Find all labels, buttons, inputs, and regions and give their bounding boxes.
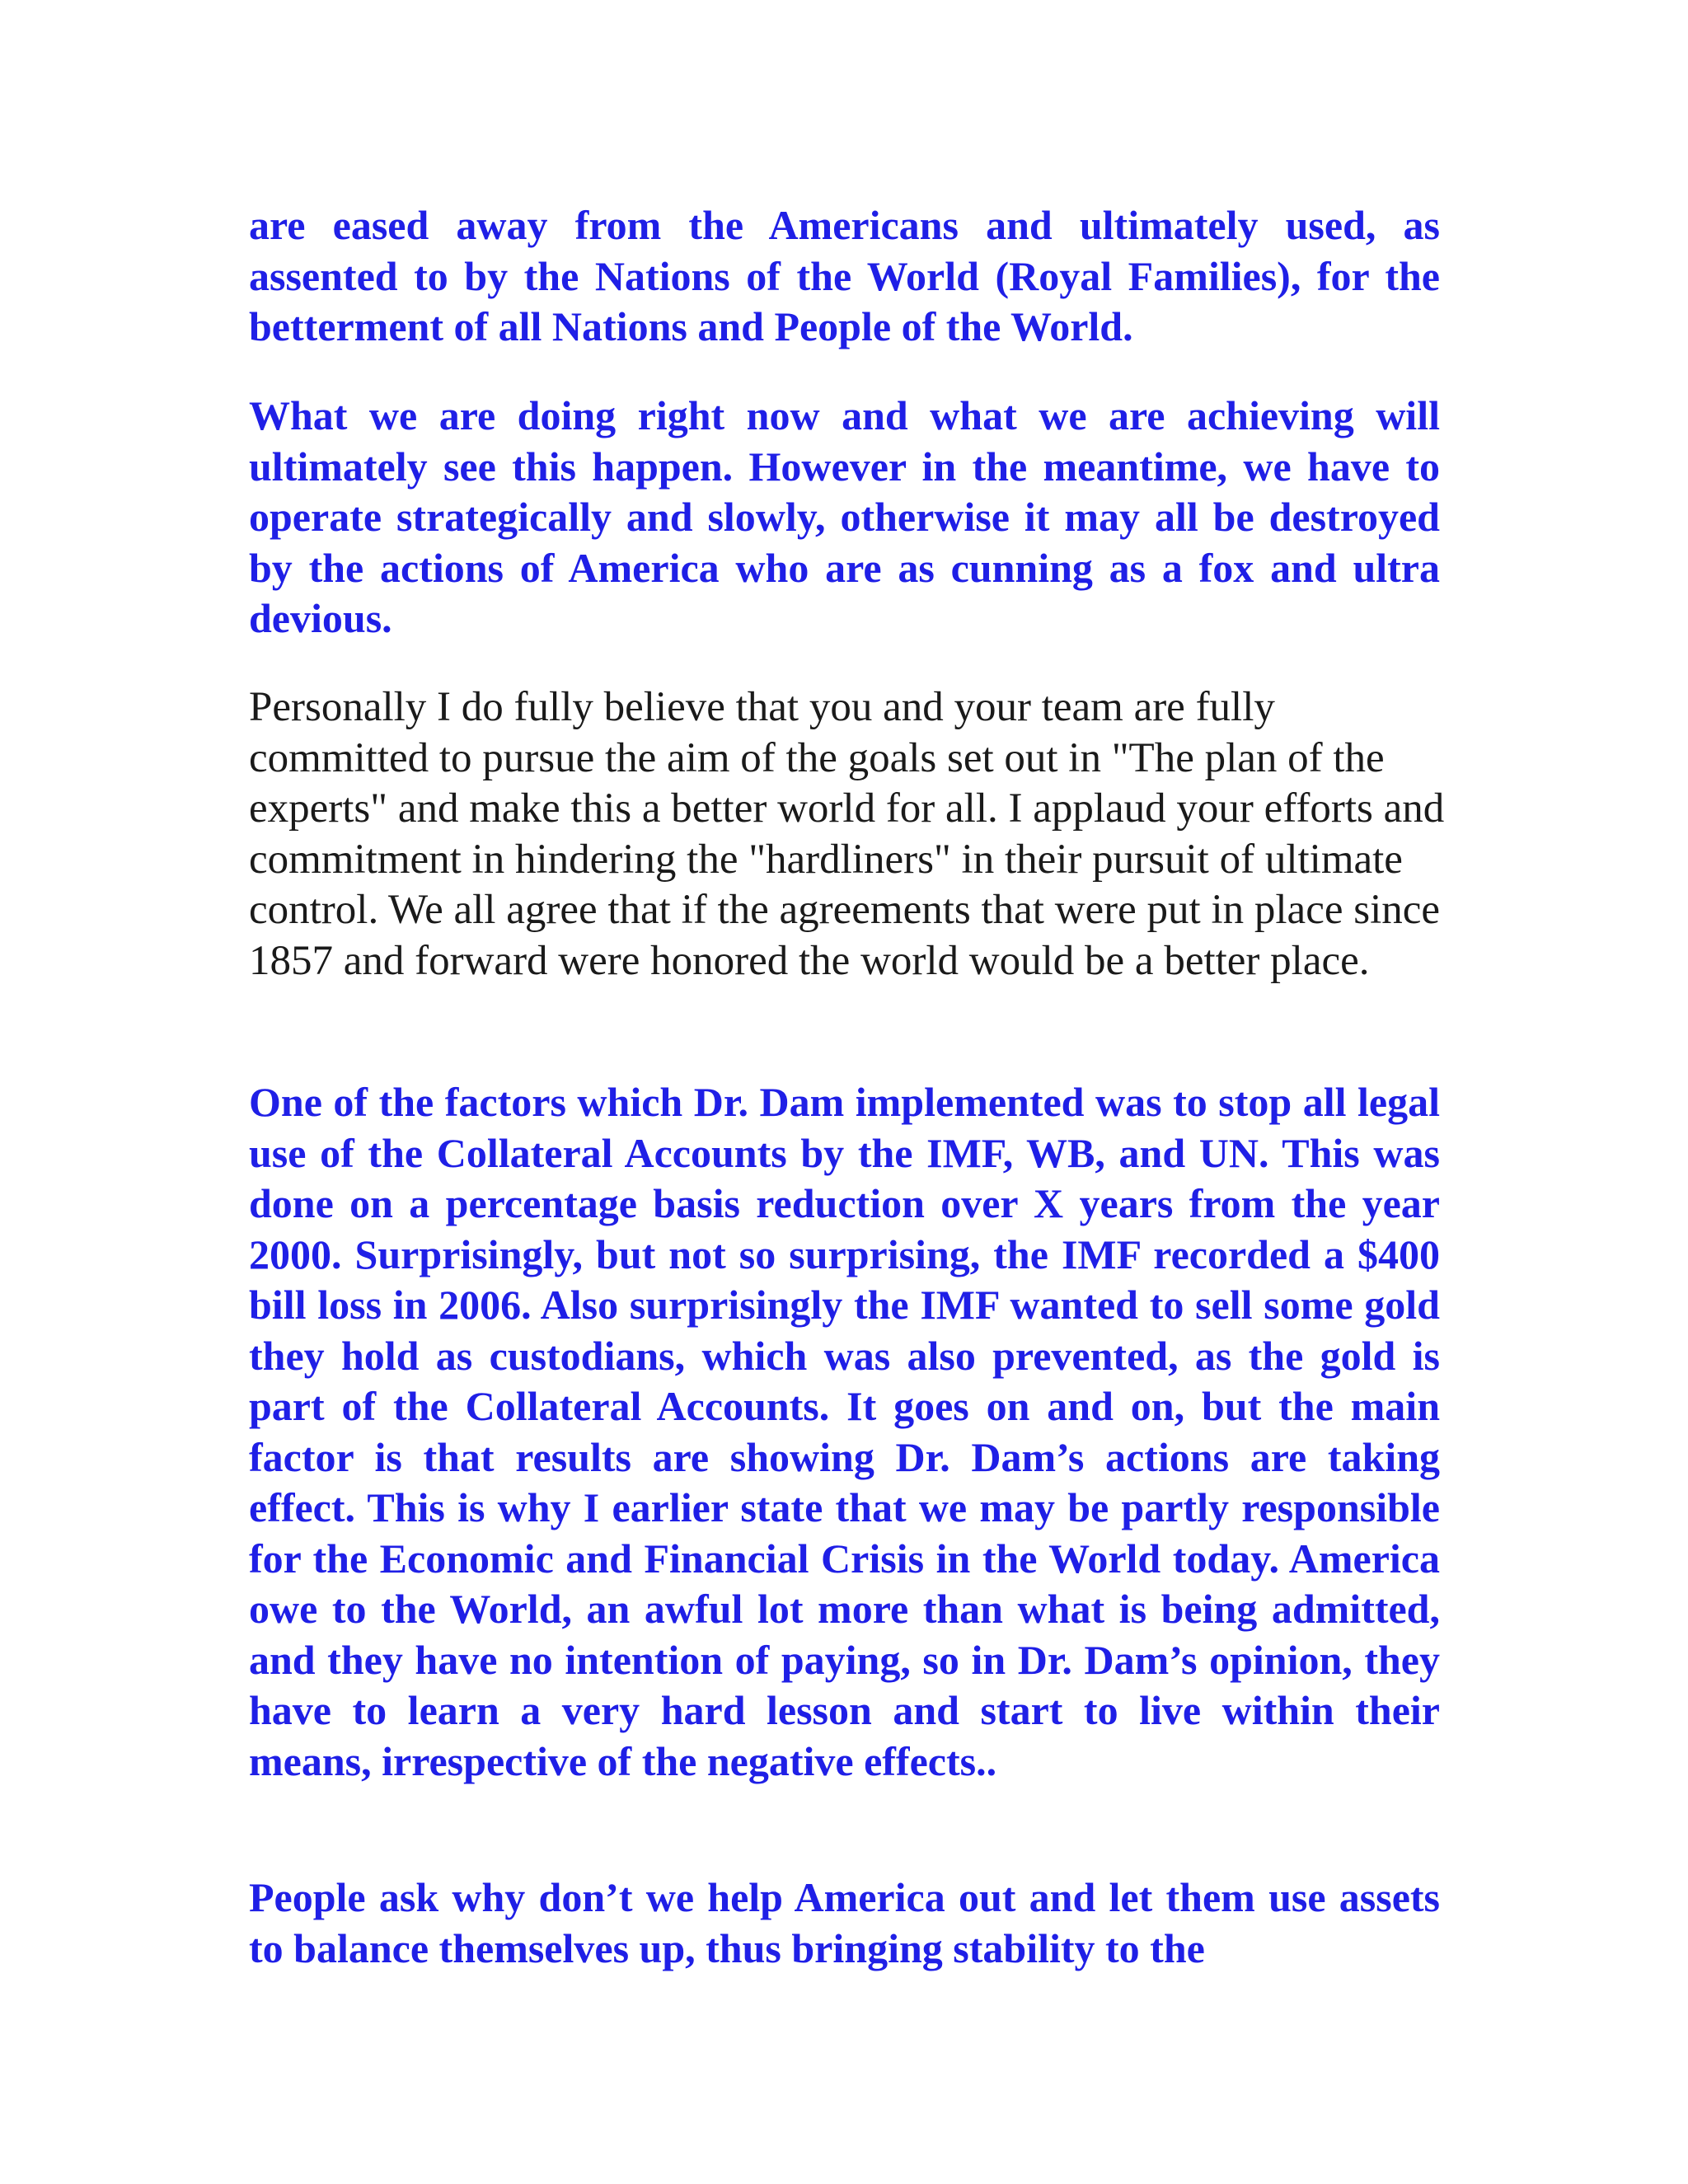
paragraph-personal-belief: Personally I do fully believe that you and your team are fully committed to pursue the aim of the goals set out in "The plan of the experts" and make this a better world for all. I applaud your efforts and commitment in hindering the "hardliners" in their pursuit of ultimate control. We all agree that if the agreements that were put in place since 1857 and forward were honored the world would be a better place. xyxy=(249,684,1445,984)
paragraph-strategy: What we are doing right now and what we are achieving will ultimately see this happen. However in the meantime, we have to operate strategically and slowly, otherwise it may all be destroyed by the actions of America who are as cunning as a fox and ultra devious. xyxy=(249,392,1440,641)
paragraph-help-america: People ask why don’t we help America out and let them use assets to balance themselves up, thus bringing stability to the xyxy=(249,1874,1440,1971)
paragraph-collateral-accounts: One of the factors which Dr. Dam implemented was to stop all legal use of the Collateral Accounts by the IMF, WB, and UN. This was done on a percentage basis reduction over X years from the year 2000. Surprisingly, but not so surprising, the IMF recorded a $400 bill loss in 2006. Also surprisingly the IMF wanted to sell some gold they hold as custodians, which was also prevented, as the gold is part of the Collateral Accounts. It goes on and on, but the main factor is that results are showing Dr. Dam’s actions are taking effect. This is why I earlier state that we may be partly responsible for the Economic and Financial Crisis in the World today. America owe to the World, an awful lot more than what is being admitted, and they have no intention of paying, so in Dr. Dam’s opinion, they have to learn a very hard lesson and start to live within their means, irrespective of the negative effects.. xyxy=(249,1079,1440,1784)
paragraph-royal-families: are eased away from the Americans and ultimately used, as assented to by the Nations of the World (Royal Families), for the betterment of all Nations and People of the World. xyxy=(249,202,1440,349)
